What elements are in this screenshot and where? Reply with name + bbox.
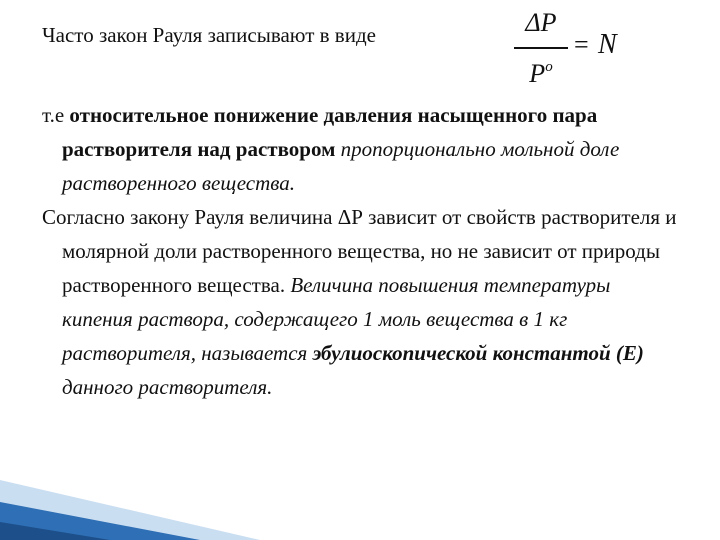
- paragraph2-regular: Согласно закону Рауля величина ΔР зависит от свойств растворителя и молярной доли растворенного вещества, но не зависит от природы растворенного вещества.: [42, 205, 677, 297]
- paragraph-raoult-law: [42, 200, 682, 404]
- paragraph1-italic: пропорционально мольной доле растворенного вещества.: [62, 137, 620, 195]
- paragraph2-bold-italic: эбулиоскопической константой (Е): [312, 341, 644, 365]
- fraction-bar: [514, 47, 568, 49]
- formula-denominator: [516, 52, 566, 89]
- formula-denominator-base: P: [529, 59, 546, 88]
- paragraph1-bold: относительное понижение давления насыщенного пара растворителя над раствором: [62, 103, 598, 161]
- formula-denominator-sup: o: [545, 59, 553, 75]
- corner-decoration: [0, 450, 260, 540]
- body-text: [42, 98, 682, 404]
- paragraph1-lead: т.е: [42, 103, 70, 127]
- intro-line: Часто закон Рауля записывают в виде: [42, 23, 376, 47]
- formula-rhs: N: [598, 29, 617, 60]
- formula-equals: =: [574, 30, 589, 59]
- raoult-formula: [512, 8, 662, 88]
- paragraph-relative-lowering: [42, 98, 682, 200]
- paragraph2-italic2: данного растворителя.: [62, 375, 273, 399]
- paragraph2-italic1: Величина повышения температуры кипения раствора, содержащего 1 моль вещества в 1 кг растворителя, называется: [62, 273, 611, 365]
- formula-numerator: ΔP: [525, 8, 557, 37]
